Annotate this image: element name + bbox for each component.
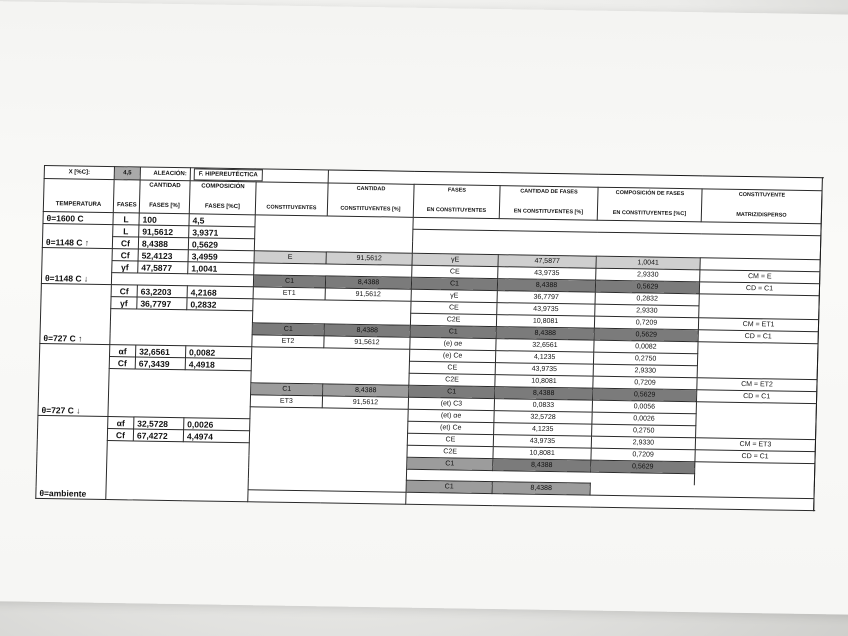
phase-table	[35, 165, 823, 511]
table-row: (et) αe 32,5728 0,0026	[38, 403, 816, 427]
temp-1600: θ=1600 C	[43, 211, 113, 224]
table-row: θ=727 C ↑ Cf 63,2203 4,2168 ET1 91,5612 γE 36,7797 0,2832	[41, 283, 819, 307]
table-row: θ=727 C ↓ αf 32,6561 0,0082 (e) Ce 4,1235 0,2750	[40, 343, 818, 367]
table-row: Cf 67,4272 4,4974 CE 43,9735 2,9330 CM = ET3	[37, 427, 815, 451]
table-row: C1 8,4388 C1 8,4388 0,5629 CD = C1	[39, 379, 817, 403]
x-value: 4,5	[114, 167, 140, 180]
table-row: C2E 10,8081 0,7209 CM = ET1	[40, 307, 818, 331]
col-temperatura: TEMPERATURA	[43, 179, 114, 213]
table-row: C1 8,4388 C1 8,4388 0,5629 CD = C1	[40, 319, 818, 343]
table-row: θ=1148 C ↑ L 91,5612 3,9371	[43, 223, 821, 247]
table-row: θ=1600 C L 100 4,5	[43, 211, 821, 235]
alloy-value: F. HIPEREUTÉCTICA	[194, 168, 263, 181]
document-table-area	[35, 165, 824, 527]
table-row: ET2 91,5612 (e) αe 32,6561 0,0082	[40, 331, 818, 355]
table-row: C1 8,4388	[36, 474, 814, 498]
table-row: C2E 10,8081 0,7209 CM = ET2	[39, 367, 817, 391]
temp-727-up: θ=727 C ↑	[40, 283, 112, 344]
col-comp-fases-const: COMPOSICIÓN DE FASES EN CONSTITUYENTES [%C]	[597, 187, 702, 222]
table-row: C2E 10,8081 0,7209 CD = C1	[37, 439, 815, 463]
table-row: θ=1148 C ↓ Cf 52,4123 3,4959 E 91,5612 γE 47,5877 1,0041	[42, 247, 820, 271]
table-row: θ=ambiente αf 32,5728 0,0026 (et) Ce 4,1235 0,2750	[38, 415, 816, 439]
temp-ambiente: θ=ambiente	[36, 415, 108, 499]
temp-727-down: θ=727 C ↓	[38, 343, 110, 416]
col-fases: FASES	[113, 180, 140, 213]
col-cantidad-fases: CANTIDAD FASES [%]	[139, 180, 190, 214]
table-row: Cf 67,3439 4,4918 CE 43,9735 2,9330	[39, 355, 817, 379]
temp-1148-up: θ=1148 C ↑	[42, 223, 113, 248]
table-row: C1 8,4388 C1 8,4388 0,5629 CD = C1	[41, 271, 819, 295]
col-cant-fases-const: CANTIDAD DE FASES EN CONSTITUYENTES [%]	[499, 186, 598, 221]
temp-1148-down: θ=1148 C ↓	[41, 247, 112, 284]
table-row: γf 36,7797 0,2832 CE 43,9735 2,9330	[41, 295, 819, 319]
col-constituyentes: CONSTITUYENTES	[255, 182, 328, 216]
table-row: ET3 91,5612 (et) C3 0,0833 0,0056	[38, 391, 816, 415]
col-composicion: COMPOSICIÓN FASES [%C]	[189, 181, 256, 215]
table-row: γf 47,5877 1,0041 CE 43,9735 2,9330 CM = E	[42, 259, 820, 283]
x-label: X [%C]:	[44, 166, 114, 180]
col-fases-constituyentes: FASES EN CONSTITUYENTES	[413, 184, 500, 218]
table-row: Cf 8,4388 0,5629	[42, 235, 820, 259]
col-matriz-disperso: CONSTITUYENTE MATRIZ/DISPERSO	[701, 189, 822, 224]
table-row: C1 8,4388 0,5629	[37, 451, 815, 475]
col-cant-constituyentes: CANTIDAD CONSTITUYENTES [%]	[327, 183, 414, 217]
alloy-label: ALEACIÓN:	[140, 167, 190, 181]
